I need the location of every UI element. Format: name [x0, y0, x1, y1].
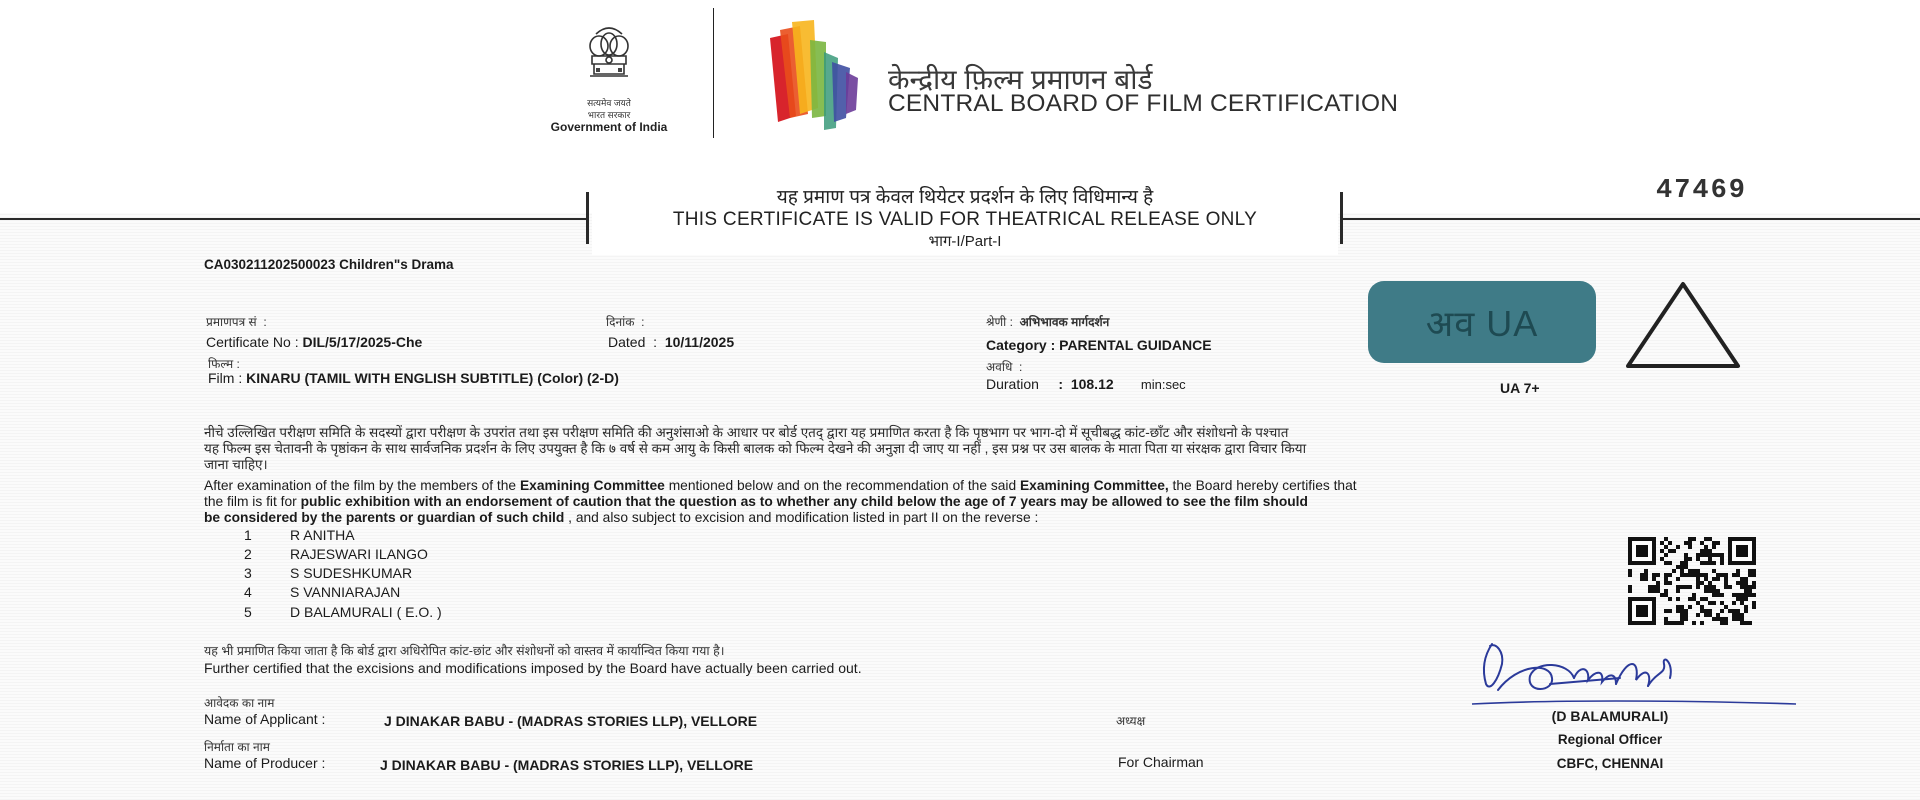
duration-value: 108.12: [1070, 376, 1114, 392]
cbfc-logo-icon: [766, 18, 874, 136]
committee-member-name: D BALAMURALI ( E.O. ): [290, 604, 442, 620]
emblem-govt-hi: भारत सरकार: [587, 110, 631, 120]
category-hindi-row: श्रेणी : अभिभावक मार्गदर्शन: [986, 315, 1110, 329]
duration-row: Duration : 108.12 min:sec: [986, 376, 1186, 392]
film-label: Film: [208, 370, 235, 386]
producer-label: Name of Producer :: [204, 755, 326, 771]
state-emblem-icon: [574, 24, 644, 96]
hindi-certification-text: [204, 425, 1744, 473]
validity-line-hindi: यह प्रमाण पत्र केवल थियेटर प्रदर्शन के लिए विधिमान्य है: [776, 187, 1154, 208]
further-certified-english: Further certified that the excisions and modifications imposed by the Board have actually been carried out.: [204, 660, 862, 676]
producer-value: J DINAKAR BABU - (MADRAS STORIES LLP), VELLORE: [380, 757, 754, 773]
chairman-label: For Chairman: [1118, 754, 1204, 770]
date-label-hindi: दिनांक :: [606, 315, 645, 329]
validity-banner: [592, 183, 1338, 255]
rating-badge: अव UA: [1368, 281, 1596, 363]
certificate-no-row: Certificate No : DIL/5/17/2025-Che: [206, 334, 423, 350]
committee-member-no: 3: [244, 565, 252, 581]
date-value: 10/11/2025: [664, 334, 735, 350]
banner-bar-right: [1340, 192, 1343, 244]
duration-label: Duration: [986, 376, 1039, 392]
reference-number: CA030211202500023 Children"s Drama: [204, 257, 454, 272]
qr-code: [1628, 537, 1756, 625]
header-divider: [713, 8, 714, 138]
signature-image: [1470, 634, 1800, 708]
committee-member-no: 2: [244, 546, 252, 562]
duration-label-hindi: अवधि :: [986, 360, 1023, 374]
applicant-value: J DINAKAR BABU - (MADRAS STORIES LLP), VELLORE: [384, 713, 758, 729]
emblem-motto: सत्यमेव जयते: [587, 98, 631, 108]
applicant-label: Name of Applicant :: [204, 711, 326, 727]
film-value: KINARU (TAMIL WITH ENGLISH SUBTITLE) (Color) (2-D): [246, 370, 619, 386]
english-certification-text: After examination of the film by the members of the Examining Committee mentioned below and on the recommendation of the said Examining Committee, the Board hereby certifies that the film is fit for public exhibition with an endorsement of caution that the question as to whether any child below the age of 7 years may be allowed to see the film should be considered by the parents or guardian of such child , and also subject to excision and modification listed in part II on the reverse :: [204, 478, 1357, 525]
committee-member-no: 5: [244, 604, 252, 620]
rating-label: UA 7+: [1500, 380, 1540, 396]
hindi-line-3: जाना चाहिए।: [204, 457, 268, 472]
board-name-english: CENTRAL BOARD OF FILM CERTIFICATION: [888, 90, 1399, 117]
signatory-title: Regional Officer: [1557, 732, 1663, 747]
cbfc-logo: [766, 18, 874, 136]
part-label: भाग-I/Part-I: [928, 233, 1002, 250]
date-label: Dated: [608, 334, 646, 350]
category-value: PARENTAL GUIDANCE: [1059, 337, 1212, 353]
chairman-label-hindi: अध्यक्ष: [1116, 714, 1146, 728]
further-certified-hindi: यह भी प्रमाणित किया जाता है कि बोर्ड द्वारा अधिरोपित कांट-छांट और संशोधनों को वास्तव में कार्यान्वित किया गया है।: [204, 644, 725, 658]
category-label: Category: [986, 337, 1047, 353]
hindi-line-2: यह फिल्म इस चेतावनी के पृष्ठांकन के साथ सार्वजनिक प्रदर्शन के लिए उपयुक्त है कि ७ वर्ष से कम आयु के किसी बालक को फिल्म देखने की अनुज्ञा दी जाए या नहीं , इस प्रश्न पर उस बालक के माता पिता या संरक्षक द्वारा विचार किया: [204, 441, 1307, 456]
certificate-no-value: DIL/5/17/2025-Che: [302, 334, 423, 350]
banner-rule-left: [0, 218, 588, 220]
committee-member-no: 1: [244, 527, 252, 543]
applicant-label-hindi: आवेदक का नाम: [204, 696, 275, 710]
committee-member-name: S VANNIARAJAN: [290, 584, 401, 600]
film-label-hindi: फिल्म :: [208, 357, 240, 371]
banner-bar-left: [586, 192, 589, 244]
category-row: Category : PARENTAL GUIDANCE: [986, 337, 1212, 353]
hindi-line-1: नीचे उल्लिखित परीक्षण समिति के सदस्यों द्वारा परीक्षण के उपरांत तथा इस परीक्षण समिति की अनुशंसाओ के आधार पर बोर्ड एतद् द्वारा यह प्रमाणित करता है कि पृष्ठभाग पर भाग-दो में सूचीबद्ध कांट-छाँट और संशोधनो के पश्चात: [204, 425, 1289, 440]
emblem: [574, 24, 644, 96]
banner-rule-right: [1343, 218, 1920, 220]
validity-line-english: THIS CERTIFICATE IS VALID FOR THEATRICAL RELEASE ONLY: [672, 209, 1258, 230]
committee-member-name: RAJESWARI ILANGO: [290, 546, 428, 562]
duration-unit: min:sec: [1140, 377, 1186, 392]
board-name-hindi: केन्द्रीय फ़िल्म प्रमाणन बोर्ड: [888, 64, 1153, 95]
committee-member-no: 4: [244, 584, 252, 600]
certificate-no-label: Certificate No: [206, 334, 291, 350]
serial-number: 47469: [1656, 176, 1748, 206]
producer-label-hindi: निर्माता का नाम: [204, 740, 270, 754]
signatory-name: (D BALAMURALI): [1551, 708, 1669, 724]
signatory-office: CBFC, CHENNAI: [1556, 756, 1664, 771]
signature: [1470, 634, 1800, 708]
film-row: Film : KINARU (TAMIL WITH ENGLISH SUBTITLE) (Color) (2-D): [208, 370, 619, 386]
committee-member-name: S SUDESHKUMAR: [290, 565, 413, 581]
emblem-govt-en: Government of India: [550, 120, 668, 134]
qr-code-icon: [1628, 537, 1756, 625]
committee-member-name: R ANITHA: [290, 527, 355, 543]
date-row: Dated : 10/11/2025: [608, 334, 735, 350]
warning-triangle: [1622, 278, 1744, 370]
certificate-no-label-hindi: प्रमाणपत्र सं :: [206, 315, 267, 329]
warning-triangle-icon: [1622, 278, 1744, 370]
